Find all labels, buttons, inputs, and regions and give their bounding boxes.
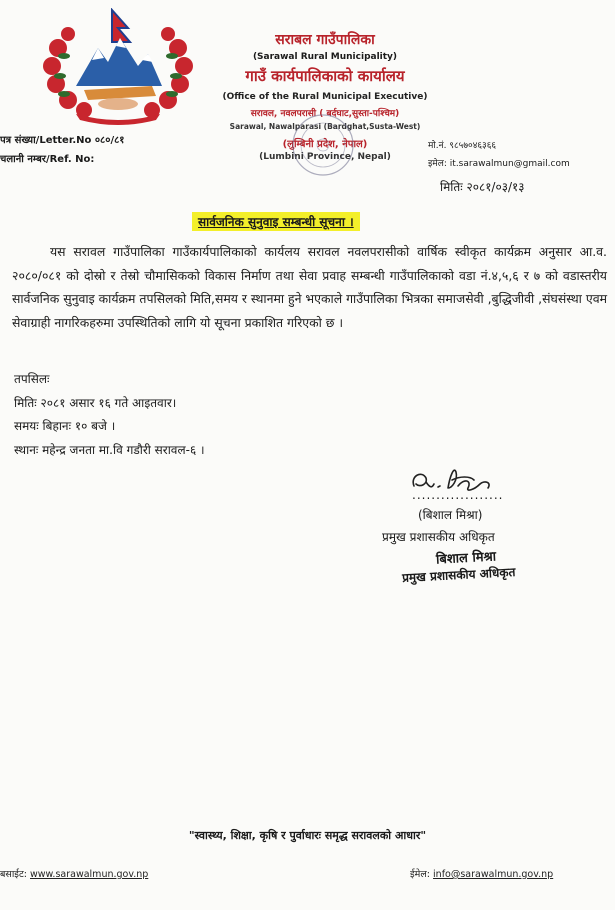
office-name-en: (Office of the Rural Municipal Executive)	[222, 92, 428, 102]
mobile-number: मो.नं. ९८५७०४६३६६	[428, 141, 497, 151]
details-place: स्थानः महेन्द्र जनता मा.वि गडौरी सरावल-६ ।	[14, 442, 205, 457]
signatory-title: प्रमुख प्रशासकीय अधिकृत	[382, 530, 495, 544]
details-heading: तपसिलः	[14, 372, 50, 386]
name-stamp-line1: बिशाल मिश्रा	[435, 549, 497, 568]
name-stamp-line2: प्रमुख प्रशासकीय अधिकृत	[401, 565, 516, 585]
issue-date: मितिः २०८१/०३/१३	[440, 180, 525, 194]
letter-number: पत्र संख्या/Letter.No ०८०/८१	[0, 135, 125, 146]
notice-paragraph: यस सरावल गाउँपालिका गाउँकार्यपालिकाको कार्यलय सरावल नवलपरासीको वार्षिक स्वीकृत कार्यक्रम अनुसार आ.व. २०८०/०८१ को दोस्रो र तेस्रो चौमासिकको विकास निर्माण तथा सेवा प्रवाह सम्बन्धी गाउँपालिकाको वडा नं.४,५,६ र ७ को वडास्तरीय सार्वजनिक सुनुवाइ कार्यक्रम तपसिलको मिति,समय र स्थानमा हुने भएकाले गाउँपालिका भित्रका समाजसेवी ,बुद्धिजीवी ,संघसंस्था एवम सेवाग्राही नागरिकहरुमा उपस्थितिको लागि यो सूचना प्रकाशित गरिएको छ ।	[12, 244, 607, 330]
footer-email	[410, 867, 553, 880]
address-en: Sarawal, Nawalparasi (Bardghat,Susta-West)	[229, 122, 421, 131]
header-email: इमेल: it.sarawalmun@gmail.com	[428, 159, 570, 169]
office-name-np: गाउँ कार्यपालिकाको कार्यालय	[245, 67, 405, 85]
notice-subject: सार्वजनिक सुनुवाइ सम्बन्धी सूचना ।	[192, 212, 360, 231]
details-time: समयः बिहानः १० बजे ।	[14, 419, 116, 433]
signatory-name: (बिशाल मिश्रा)	[418, 508, 483, 522]
municipality-name-en: (Sarawal Rural Municipality)	[252, 52, 398, 62]
notice-body	[12, 240, 607, 334]
reference-number: चलानी नम्बर/Ref. No:	[0, 154, 95, 165]
address-np: सरावल, नवलपरासी ( बर्दघाट,सुस्ता-पश्चिम)	[250, 109, 400, 119]
province-en: (Lumbini Province, Nepal)	[259, 152, 391, 162]
email-label: ईमेल:	[410, 869, 430, 880]
email-link[interactable]: info@sarawalmun.gov.np	[433, 869, 554, 880]
website-link[interactable]: www.sarawalmun.gov.np	[30, 869, 149, 880]
nepal-emblem-logo	[28, 8, 208, 126]
municipality-name-np: सराबल गाउँपालिका	[275, 32, 375, 48]
footer-website	[0, 867, 148, 880]
website-label: बसाईट:	[0, 869, 27, 880]
details-section	[14, 368, 205, 462]
office-seal-stamp	[288, 110, 358, 180]
signature-line: ...................	[412, 488, 504, 502]
footer-motto: "स्वास्थ्य, शिक्षा, कृषि र पुर्वाधारः समृद्ध सरावलको आधार"	[188, 829, 427, 842]
details-date: मितिः २०८१ असार १६ गते आइतवार।	[14, 395, 177, 410]
province-np: (लुम्बिनी प्रदेश, नेपाल)	[282, 139, 368, 150]
